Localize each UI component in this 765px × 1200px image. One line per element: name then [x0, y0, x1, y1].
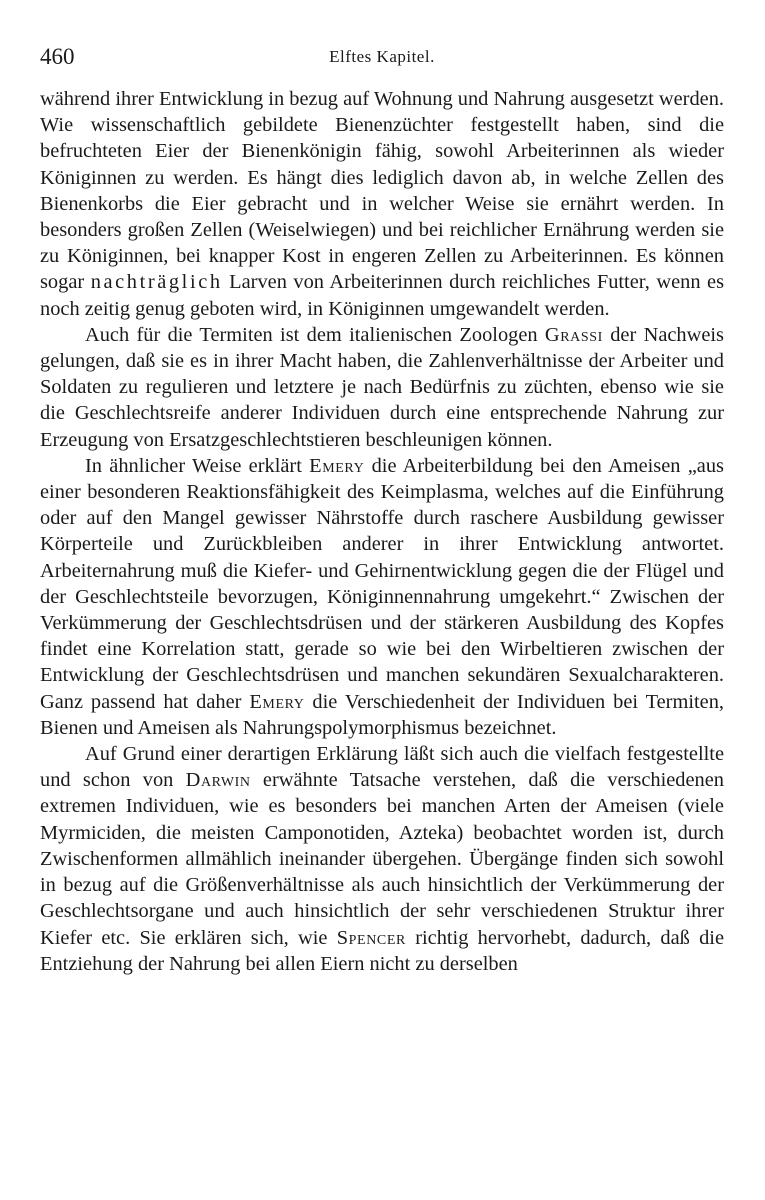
text-run: Auch für die Termiten ist dem italienischen Zoologen	[85, 323, 545, 346]
paragraph-4	[40, 741, 724, 977]
text-run: In ähnlicher Weise erklärt	[85, 454, 310, 477]
text-run: der Nachweis gelungen, daß sie es in ihrer Macht haben, die Zahlenverhältnisse der Arbeiter und Soldaten zu regulieren und letztere je nach Bedürfnis zu züchten, ebenso wie sie die Geschlechtsreife anderer Individuen durch eine entsprechende Nahrung zur Erzeugung von Ersatzgeschlechtstieren beschleunigen können.	[40, 323, 724, 451]
text-run: die Arbeiterbildung bei den Ameisen „aus einer besonderen Reaktionsfähigkeit des Keimplasma, welches auf die Einführung oder auf den Mangel gewisser Nährstoffe durch raschere Ausbildung gewisser Körperteile und Zurückbleiben anderer in ihrer Entwicklung antwortet. Arbeiternahrung muß die Kiefer- und Gehirnentwicklung gegen die der Flügel und der Geschlechtsteile bevorzugen, Königinnennahrung umgekehrt.“ Zwischen der Verkümmerung der Geschlechtsdrüsen und der stärkeren Ausbildung des Kopfes findet eine Korrelation statt, gerade so wie bei den Wirbeltieren zwischen der Entwicklung der Geschlechtsdrüsen und manchen sekundären Sexualcharakteren. Ganz passend hat daher	[40, 454, 724, 713]
author-name: Emery	[249, 690, 305, 713]
paragraph-2	[40, 322, 724, 453]
text-run: Larven von Arbeiterinnen durch reichliches Futter, wenn es noch zeitig genug geboten wird, in Königinnen umgewandelt werden.	[40, 271, 725, 320]
page-header	[40, 44, 724, 74]
page-number: 460	[40, 44, 75, 69]
author-name: Spencer	[336, 926, 406, 949]
text-run: erwähnte Tatsache verstehen, daß die verschiedenen extremen Individuen, wie es besonders bei manchen Arten der Ameisen (viele Myrmiciden, die meisten Camponotiden, Azteka) beobachtet worden ist, durch Zwischenformen allmählich ineinander übergehen. Übergänge finden sich sowohl in bezug auf die Größenverhältnisse als auch hinsichtlich der Verkümmerung der Geschlechtsorgane und auch hinsichtlich der sehr verschiedenen Struktur ihrer Kiefer etc. Sie erklären sich, wie	[40, 769, 724, 949]
text-run: während ihrer Entwicklung in bezug auf Wohnung und Nahrung ausgesetzt werden. Wie wissenschaftlich gebildete Bienenzüchter festgestellt haben, sind die befruchteten Eier der Bienenkönigin fähig, sowohl Arbeiterinnen als wieder Königinnen zu werden. Es hängt dies lediglich davon ab, in welche Zellen des Bienenkorbs die Eier gebracht und in welcher Weise sie ernährt werden. In besonders großen Zellen (Weiselwiegen) und bei reichlicher Ernährung werden sie zu Königinnen, bei knapper Kost in engeren Zellen zu Arbeiterinnen. Es können sogar	[40, 88, 724, 294]
author-name: Emery	[309, 454, 365, 477]
author-name: Darwin	[185, 769, 251, 792]
paragraph-1	[40, 86, 724, 322]
paragraph-3	[40, 453, 724, 741]
page-body	[40, 86, 724, 977]
running-head: Elftes Kapitel.	[329, 47, 435, 66]
text-run: die Verschiedenheit der Individuen bei Termiten, Bienen und Ameisen als Nahrungspolymorphismus bezeichnet.	[40, 690, 724, 739]
text-run: richtig hervorhebt, dadurch, daß die Entziehung der Nahrung bei allen Eiern nicht zu derselben	[40, 926, 724, 975]
text-run: Auf Grund einer derartigen Erklärung läßt sich auch die vielfach festgestellte und schon von	[40, 743, 724, 792]
emphasized-word: nachträglich	[90, 271, 223, 294]
book-page	[40, 0, 724, 1200]
author-name: Grassi	[544, 323, 603, 346]
